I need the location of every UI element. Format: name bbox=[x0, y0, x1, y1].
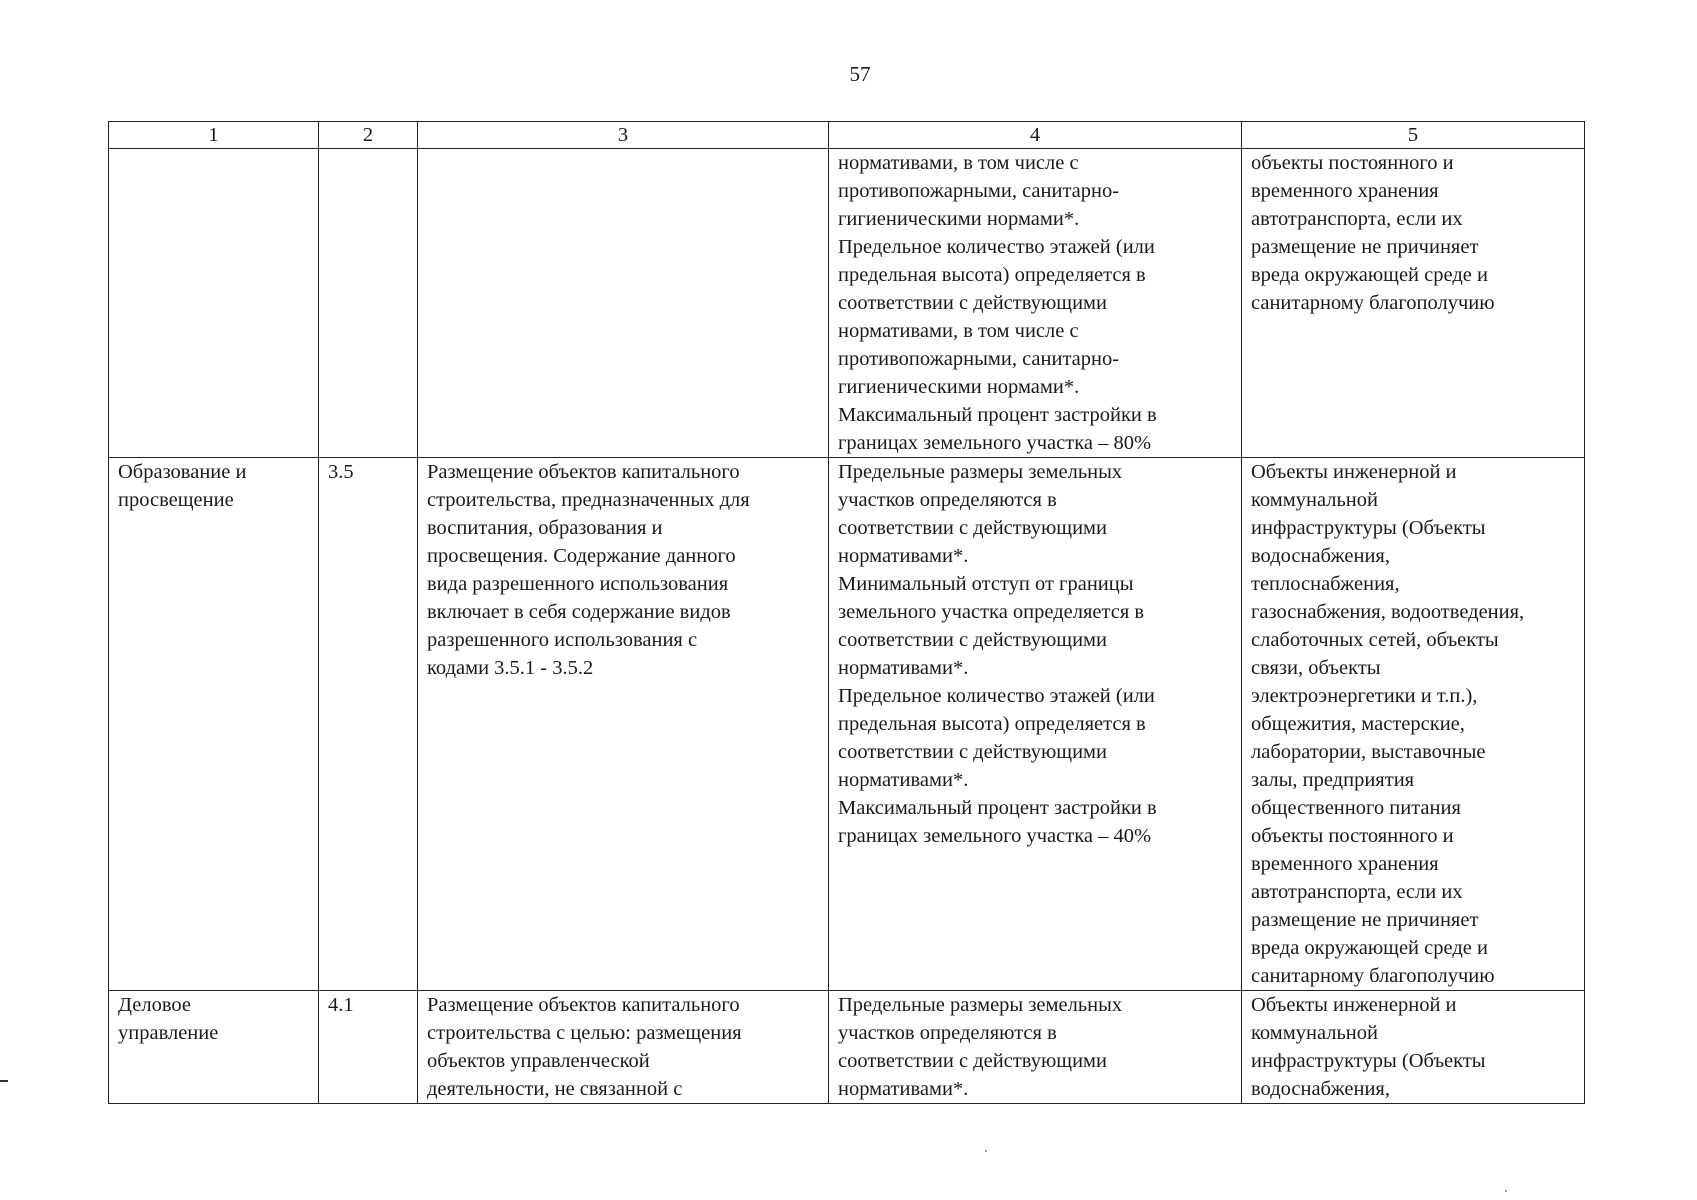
cell-auxiliary-uses bbox=[1242, 458, 1585, 991]
cell-use-type bbox=[109, 149, 319, 458]
margin-mark bbox=[0, 1080, 8, 1082]
cell-text-line: временного хранения bbox=[1251, 180, 1439, 202]
cell-text-line: просвещения. Содержание данного bbox=[427, 545, 736, 567]
cell-parameters bbox=[829, 149, 1242, 458]
cell-text-line: вреда окружающей среде и bbox=[1251, 264, 1488, 286]
cell-auxiliary-uses bbox=[1242, 149, 1585, 458]
cell-text-line: водоснабжения, bbox=[1251, 545, 1390, 567]
table-row bbox=[109, 149, 1585, 458]
cell-text-line: участков определяются в bbox=[838, 489, 1057, 511]
cell-text-line: 3.5 bbox=[328, 461, 354, 483]
column-header: 5 bbox=[1242, 122, 1585, 149]
cell-text-line: Предельные размеры земельных bbox=[838, 994, 1123, 1016]
page-number: 57 bbox=[849, 62, 871, 86]
column-header: 2 bbox=[319, 122, 418, 149]
cell-text-line: инфраструктуры (Объекты bbox=[1251, 517, 1486, 539]
cell-text-line: соответствии с действующими bbox=[838, 517, 1107, 539]
cell-text-line: разрешенного использования с bbox=[427, 629, 698, 651]
cell-code bbox=[319, 458, 418, 991]
cell-text-line: водоснабжения, bbox=[1251, 1078, 1390, 1100]
cell-text-line: Объекты инженерной и bbox=[1251, 994, 1457, 1016]
cell-text-line: нормативами*. bbox=[838, 1078, 969, 1100]
cell-text-line: вида разрешенного использования bbox=[427, 573, 729, 595]
cell-text-line: противопожарными, санитарно- bbox=[838, 348, 1120, 370]
cell-text-line: Минимальный отступ от границы bbox=[838, 573, 1134, 595]
scan-speck bbox=[1505, 1190, 1507, 1192]
cell-description bbox=[418, 991, 829, 1104]
cell-text-line: Предельное количество этажей (или bbox=[838, 236, 1155, 258]
cell-text-line: нормативами*. bbox=[838, 545, 969, 567]
cell-text-line: общественного питания bbox=[1251, 797, 1461, 819]
table-row bbox=[109, 991, 1585, 1104]
cell-auxiliary-uses bbox=[1242, 991, 1585, 1104]
cell-description bbox=[418, 149, 829, 458]
cell-text-line: нормативами, в том числе с bbox=[838, 320, 1079, 342]
cell-code bbox=[319, 149, 418, 458]
cell-text-line: временного хранения bbox=[1251, 853, 1439, 875]
cell-text-line: Предельное количество этажей (или bbox=[838, 685, 1155, 707]
cell-text-line: электроэнергетики и т.п.), bbox=[1251, 685, 1478, 707]
cell-text-line: Максимальный процент застройки в bbox=[838, 404, 1157, 426]
cell-text-line: коммунальной bbox=[1251, 489, 1378, 511]
cell-text-line: просвещение bbox=[118, 489, 234, 511]
column-header: 1 bbox=[109, 122, 319, 149]
cell-parameters bbox=[829, 991, 1242, 1104]
cell-text-line: автотранспорта, если их bbox=[1251, 881, 1463, 903]
cell-description bbox=[418, 458, 829, 991]
cell-text-line: 4.1 bbox=[328, 994, 354, 1016]
cell-text-line: объекты постоянного и bbox=[1251, 152, 1454, 174]
cell-text-line: соответствии с действующими bbox=[838, 741, 1107, 763]
cell-text-line: Объекты инженерной и bbox=[1251, 461, 1457, 483]
scan-speck bbox=[985, 1150, 987, 1152]
cell-use-type bbox=[109, 458, 319, 991]
cell-text-line: включает в себя содержание видов bbox=[427, 601, 731, 623]
cell-text-line: вреда окружающей среде и bbox=[1251, 937, 1488, 959]
cell-text-line: границах земельного участка – 40% bbox=[838, 825, 1152, 847]
cell-code bbox=[319, 991, 418, 1104]
cell-text-line: Размещение объектов капитального bbox=[427, 461, 740, 483]
cell-text-line: объектов управленческой bbox=[427, 1050, 650, 1072]
cell-text-line: земельного участка определяется в bbox=[838, 601, 1145, 623]
cell-text-line: гигиеническими нормами*. bbox=[838, 376, 1080, 398]
cell-text-line: гигиеническими нормами*. bbox=[838, 208, 1080, 230]
cell-text-line: нормативами*. bbox=[838, 769, 969, 791]
cell-text-line: размещение не причиняет bbox=[1251, 909, 1479, 931]
cell-text-line: соответствии с действующими bbox=[838, 1050, 1107, 1072]
cell-text-line: лаборатории, выставочные bbox=[1251, 741, 1486, 763]
land-use-table bbox=[108, 121, 1585, 1104]
cell-text-line: предельная высота) определяется в bbox=[838, 713, 1146, 735]
cell-text-line: Предельные размеры земельных bbox=[838, 461, 1123, 483]
table-row bbox=[109, 458, 1585, 991]
cell-text-line: противопожарными, санитарно- bbox=[838, 180, 1120, 202]
column-header: 4 bbox=[829, 122, 1242, 149]
cell-text-line: размещение не причиняет bbox=[1251, 236, 1479, 258]
cell-text-line: связи, объекты bbox=[1251, 657, 1381, 679]
cell-text-line: инфраструктуры (Объекты bbox=[1251, 1050, 1486, 1072]
cell-text-line: нормативами, в том числе с bbox=[838, 152, 1079, 174]
cell-text-line: теплоснабжения, bbox=[1251, 573, 1400, 595]
cell-text-line: Максимальный процент застройки в bbox=[838, 797, 1157, 819]
cell-text-line: участков определяются в bbox=[838, 1022, 1057, 1044]
cell-text-line: Размещение объектов капитального bbox=[427, 994, 740, 1016]
cell-text-line: строительства, предназначенных для bbox=[427, 489, 750, 511]
cell-text-line: общежития, мастерские, bbox=[1251, 713, 1465, 735]
cell-text-line: газоснабжения, водоотведения, bbox=[1251, 601, 1525, 623]
cell-text-line: управление bbox=[118, 1022, 219, 1044]
cell-text-line: предельная высота) определяется в bbox=[838, 264, 1146, 286]
cell-text-line: строительства с целью: размещения bbox=[427, 1022, 742, 1044]
table-header-row bbox=[109, 122, 1585, 149]
cell-text-line: соответствии с действующими bbox=[838, 629, 1107, 651]
cell-text-line: Деловое bbox=[118, 994, 191, 1016]
cell-text-line: соответствии с действующими bbox=[838, 292, 1107, 314]
cell-text-line: коммунальной bbox=[1251, 1022, 1378, 1044]
cell-text-line: залы, предприятия bbox=[1251, 769, 1415, 791]
cell-text-line: санитарному благополучию bbox=[1251, 965, 1495, 987]
cell-text-line: автотранспорта, если их bbox=[1251, 208, 1463, 230]
cell-text-line: нормативами*. bbox=[838, 657, 969, 679]
cell-text-line: кодами 3.5.1 - 3.5.2 bbox=[427, 657, 594, 679]
cell-text-line: границах земельного участка – 80% bbox=[838, 432, 1152, 454]
cell-use-type bbox=[109, 991, 319, 1104]
cell-parameters bbox=[829, 458, 1242, 991]
cell-text-line: объекты постоянного и bbox=[1251, 825, 1454, 847]
cell-text-line: воспитания, образования и bbox=[427, 517, 663, 539]
cell-text-line: деятельности, не связанной с bbox=[427, 1078, 683, 1100]
cell-text-line: санитарному благополучию bbox=[1251, 292, 1495, 314]
cell-text-line: слаботочных сетей, объекты bbox=[1251, 629, 1499, 651]
cell-text-line: Образование и bbox=[118, 461, 247, 483]
column-header: 3 bbox=[418, 122, 829, 149]
